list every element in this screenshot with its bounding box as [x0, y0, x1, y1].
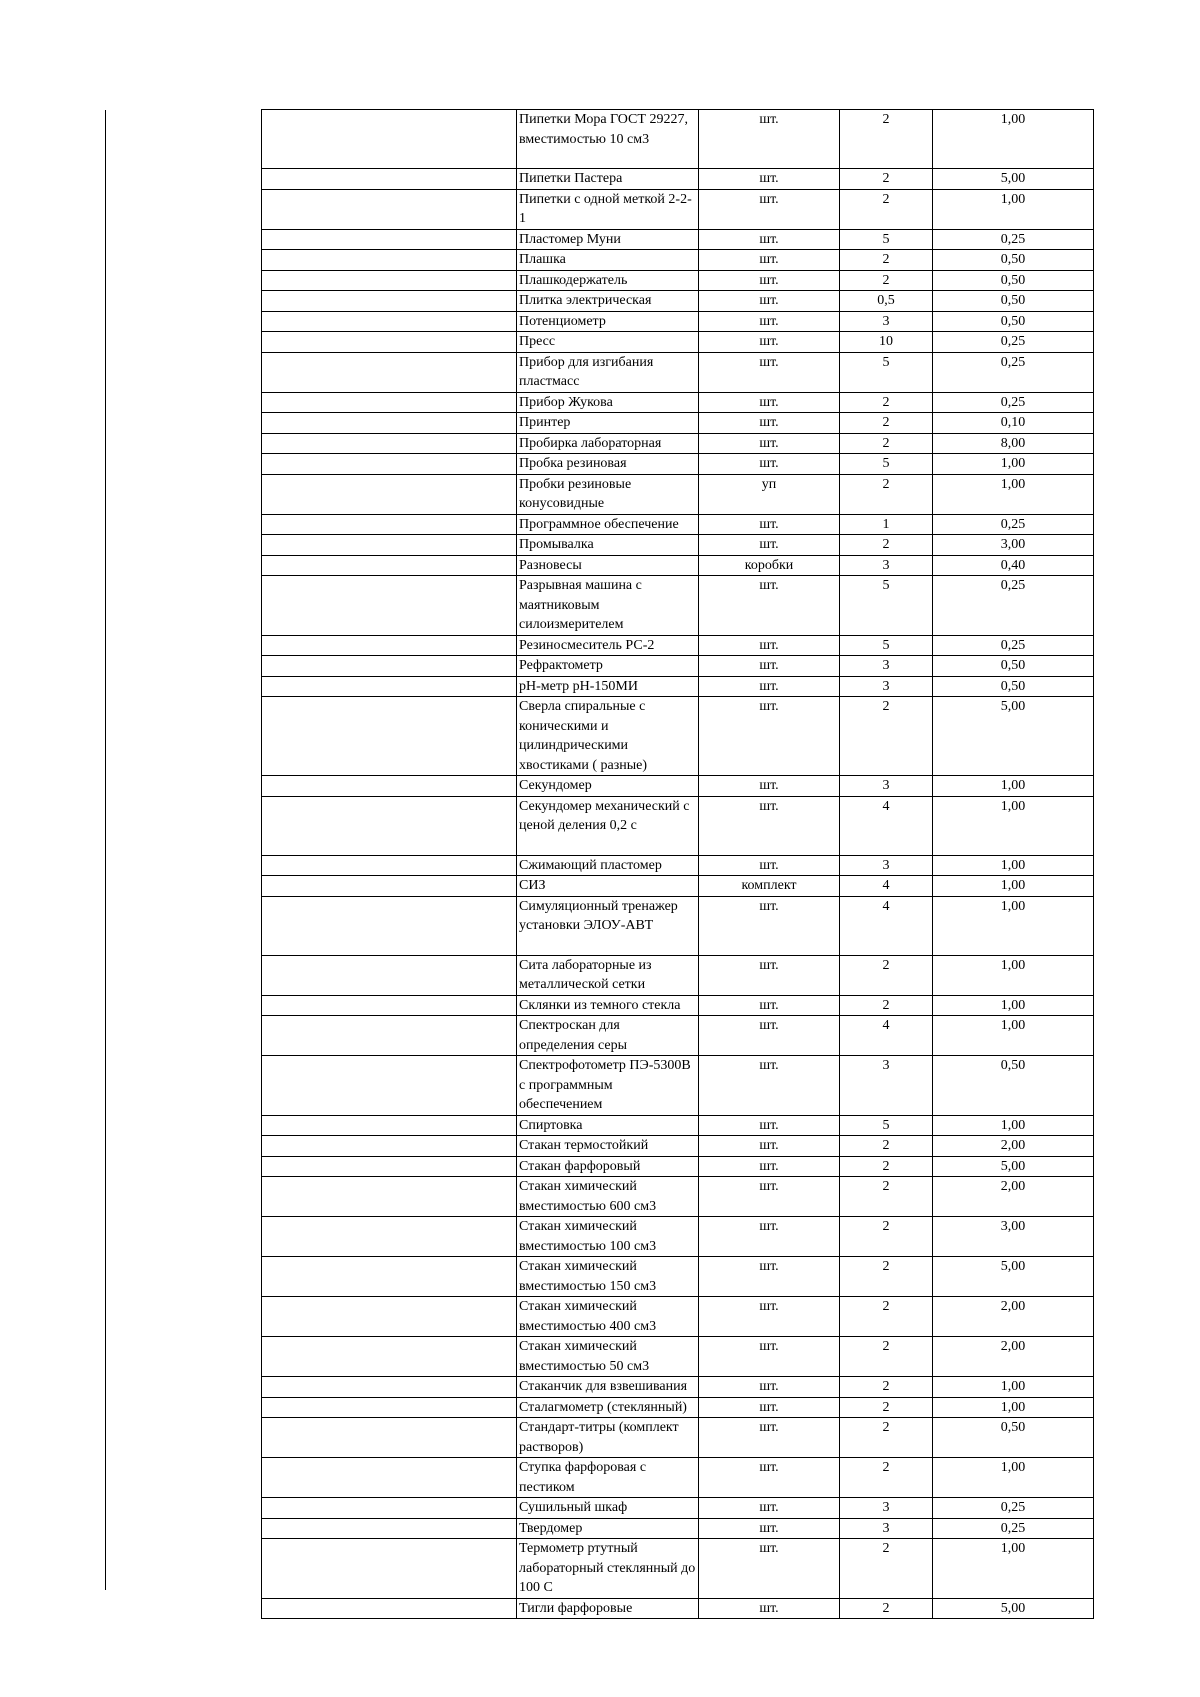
empty-cell: [262, 1498, 517, 1519]
empty-cell: [262, 1016, 517, 1056]
unit-cell: шт.: [699, 1377, 840, 1398]
quantity-cell: 1: [840, 514, 933, 535]
item-name-cell: Программное обеспечение: [517, 514, 699, 535]
empty-cell: [262, 1177, 517, 1217]
quantity-cell: 2: [840, 1458, 933, 1498]
unit-cell: шт.: [699, 697, 840, 776]
unit-cell: шт.: [699, 955, 840, 995]
quantity-cell: 2: [840, 1177, 933, 1217]
coefficient-cell: 0,25: [933, 635, 1094, 656]
empty-cell: [262, 576, 517, 636]
coefficient-cell: 1,00: [933, 1377, 1094, 1398]
empty-cell: [262, 1337, 517, 1377]
item-name-cell: Сверла спиральные с коническими и цилиндрическими хвостиками ( разные): [517, 697, 699, 776]
unit-cell: шт.: [699, 1539, 840, 1599]
table-row: [262, 955, 1094, 995]
table-row: [262, 1418, 1094, 1458]
empty-cell: [262, 955, 517, 995]
table-row: [262, 433, 1094, 454]
coefficient-cell: 0,50: [933, 676, 1094, 697]
coefficient-cell: 1,00: [933, 896, 1094, 955]
unit-cell: шт.: [699, 1257, 840, 1297]
empty-cell: [262, 413, 517, 434]
empty-cell: [262, 1297, 517, 1337]
table-row: [262, 1016, 1094, 1056]
table-row: [262, 576, 1094, 636]
empty-cell: [262, 1418, 517, 1458]
item-name-cell: Симуляционный тренажер установки ЭЛОУ-АВТ: [517, 896, 699, 955]
item-name-cell: Спиртовка: [517, 1115, 699, 1136]
item-name-cell: Плашкодержатель: [517, 270, 699, 291]
item-name-cell: Стакан химический вместимостью 400 см3: [517, 1297, 699, 1337]
table-row: [262, 1397, 1094, 1418]
empty-cell: [262, 555, 517, 576]
coefficient-cell: 0,50: [933, 270, 1094, 291]
table-row: [262, 1056, 1094, 1116]
item-name-cell: Тигли фарфоровые: [517, 1598, 699, 1619]
table-row: [262, 555, 1094, 576]
unit-cell: шт.: [699, 1458, 840, 1498]
item-name-cell: Потенциометр: [517, 311, 699, 332]
unit-cell: шт.: [699, 1418, 840, 1458]
quantity-cell: 2: [840, 1156, 933, 1177]
quantity-cell: 5: [840, 576, 933, 636]
coefficient-cell: 3,00: [933, 535, 1094, 556]
item-name-cell: Секундомер: [517, 776, 699, 797]
item-name-cell: Термометр ртутный лабораторный стеклянный до 100 С: [517, 1539, 699, 1599]
coefficient-cell: 1,00: [933, 796, 1094, 855]
unit-cell: шт.: [699, 270, 840, 291]
quantity-cell: 2: [840, 1217, 933, 1257]
empty-cell: [262, 392, 517, 413]
item-name-cell: рН-метр рН-150МИ: [517, 676, 699, 697]
item-name-cell: Разновесы: [517, 555, 699, 576]
table-row: [262, 1377, 1094, 1398]
empty-cell: [262, 676, 517, 697]
quantity-cell: 2: [840, 535, 933, 556]
coefficient-cell: 0,50: [933, 1056, 1094, 1116]
table-row: [262, 1217, 1094, 1257]
empty-cell: [262, 189, 517, 229]
item-name-cell: Стакан химический вместимостью 600 см3: [517, 1177, 699, 1217]
item-name-cell: Пресс: [517, 332, 699, 353]
table-row: [262, 270, 1094, 291]
item-name-cell: Сталагмометр (стеклянный): [517, 1397, 699, 1418]
unit-cell: шт.: [699, 1156, 840, 1177]
quantity-cell: 5: [840, 229, 933, 250]
quantity-cell: 4: [840, 1016, 933, 1056]
table-row: [262, 169, 1094, 190]
unit-cell: шт.: [699, 169, 840, 190]
unit-cell: уп: [699, 474, 840, 514]
unit-cell: шт.: [699, 291, 840, 312]
unit-cell: шт.: [699, 352, 840, 392]
coefficient-cell: 0,25: [933, 332, 1094, 353]
empty-cell: [262, 635, 517, 656]
coefficient-cell: 1,00: [933, 1115, 1094, 1136]
coefficient-cell: 8,00: [933, 433, 1094, 454]
item-name-cell: Спектроскан для определения серы: [517, 1016, 699, 1056]
item-name-cell: Пластомер Муни: [517, 229, 699, 250]
unit-cell: шт.: [699, 796, 840, 855]
item-name-cell: Ступка фарфоровая с пестиком: [517, 1458, 699, 1498]
unit-cell: шт.: [699, 1397, 840, 1418]
unit-cell: шт.: [699, 1056, 840, 1116]
coefficient-cell: 1,00: [933, 1539, 1094, 1599]
coefficient-cell: 0,50: [933, 291, 1094, 312]
unit-cell: шт.: [699, 1297, 840, 1337]
unit-cell: шт.: [699, 1217, 840, 1257]
empty-cell: [262, 876, 517, 897]
coefficient-cell: 2,00: [933, 1177, 1094, 1217]
table-row: [262, 1156, 1094, 1177]
coefficient-cell: 1,00: [933, 454, 1094, 475]
coefficient-cell: 1,00: [933, 1016, 1094, 1056]
empty-cell: [262, 1598, 517, 1619]
quantity-cell: 3: [840, 311, 933, 332]
coefficient-cell: 1,00: [933, 876, 1094, 897]
coefficient-cell: 0,10: [933, 413, 1094, 434]
quantity-cell: 2: [840, 1297, 933, 1337]
quantity-cell: 3: [840, 1518, 933, 1539]
item-name-cell: Секундомер механический с ценой деления 0,2 с: [517, 796, 699, 855]
item-name-cell: Плитка электрическая: [517, 291, 699, 312]
quantity-cell: 3: [840, 776, 933, 797]
quantity-cell: 2: [840, 189, 933, 229]
quantity-cell: 2: [840, 955, 933, 995]
coefficient-cell: 1,00: [933, 1397, 1094, 1418]
quantity-cell: 2: [840, 250, 933, 271]
quantity-cell: 2: [840, 697, 933, 776]
table-row: [262, 332, 1094, 353]
unit-cell: шт.: [699, 535, 840, 556]
coefficient-cell: 3,00: [933, 1217, 1094, 1257]
quantity-cell: 2: [840, 413, 933, 434]
coefficient-cell: 0,50: [933, 656, 1094, 677]
empty-cell: [262, 1156, 517, 1177]
item-name-cell: СИЗ: [517, 876, 699, 897]
table-row: [262, 110, 1094, 169]
empty-cell: [262, 1257, 517, 1297]
empty-cell: [262, 332, 517, 353]
coefficient-cell: 2,00: [933, 1337, 1094, 1377]
item-name-cell: Рефрактометр: [517, 656, 699, 677]
item-name-cell: Стакан термостойкий: [517, 1136, 699, 1157]
item-name-cell: Склянки из темного стекла: [517, 995, 699, 1016]
unit-cell: комплект: [699, 876, 840, 897]
empty-cell: [262, 656, 517, 677]
empty-cell: [262, 796, 517, 855]
quantity-cell: 2: [840, 433, 933, 454]
empty-cell: [262, 1397, 517, 1418]
quantity-cell: 2: [840, 110, 933, 169]
unit-cell: шт.: [699, 1136, 840, 1157]
table-row: [262, 291, 1094, 312]
empty-cell: [262, 1115, 517, 1136]
item-name-cell: Резиносмеситель РС-2: [517, 635, 699, 656]
table-row: [262, 1257, 1094, 1297]
coefficient-cell: 0,25: [933, 576, 1094, 636]
table-row: [262, 635, 1094, 656]
table-row: [262, 896, 1094, 955]
coefficient-cell: 0,25: [933, 352, 1094, 392]
quantity-cell: 5: [840, 1115, 933, 1136]
table-row: [262, 250, 1094, 271]
coefficient-cell: 1,00: [933, 995, 1094, 1016]
item-name-cell: Сжимающий пластомер: [517, 855, 699, 876]
item-name-cell: Пипетки Пастера: [517, 169, 699, 190]
quantity-cell: 3: [840, 676, 933, 697]
unit-cell: шт.: [699, 776, 840, 797]
item-name-cell: Сушильный шкаф: [517, 1498, 699, 1519]
item-name-cell: Промывалка: [517, 535, 699, 556]
unit-cell: шт.: [699, 311, 840, 332]
empty-cell: [262, 1056, 517, 1116]
empty-cell: [262, 896, 517, 955]
quantity-cell: 4: [840, 896, 933, 955]
empty-cell: [262, 1458, 517, 1498]
empty-cell: [262, 776, 517, 797]
coefficient-cell: 0,40: [933, 555, 1094, 576]
item-name-cell: Пробки резиновые конусовидные: [517, 474, 699, 514]
empty-cell: [262, 311, 517, 332]
unit-cell: шт.: [699, 413, 840, 434]
item-name-cell: Стакан фарфоровый: [517, 1156, 699, 1177]
table-row: [262, 796, 1094, 855]
table-row: [262, 413, 1094, 434]
table-row: [262, 1297, 1094, 1337]
item-name-cell: Спектрофотометр ПЭ-5300В с программным обеспечением: [517, 1056, 699, 1116]
item-name-cell: Пипетки Мора ГОСТ 29227, вместимостью 10 см3: [517, 110, 699, 169]
unit-cell: шт.: [699, 995, 840, 1016]
unit-cell: шт.: [699, 433, 840, 454]
table-row: [262, 352, 1094, 392]
item-name-cell: Пипетки с одной меткой 2-2-1: [517, 189, 699, 229]
quantity-cell: 2: [840, 1377, 933, 1398]
unit-cell: шт.: [699, 332, 840, 353]
item-name-cell: Плашка: [517, 250, 699, 271]
unit-cell: шт.: [699, 1115, 840, 1136]
quantity-cell: 2: [840, 474, 933, 514]
coefficient-cell: 1,00: [933, 474, 1094, 514]
unit-cell: шт.: [699, 855, 840, 876]
empty-cell: [262, 1518, 517, 1539]
table-row: [262, 535, 1094, 556]
coefficient-cell: 5,00: [933, 1598, 1094, 1619]
unit-cell: шт.: [699, 110, 840, 169]
unit-cell: шт.: [699, 1518, 840, 1539]
table-row: [262, 392, 1094, 413]
quantity-cell: 2: [840, 1337, 933, 1377]
item-name-cell: Пробирка лабораторная: [517, 433, 699, 454]
item-name-cell: Стакан химический вместимостью 50 см3: [517, 1337, 699, 1377]
quantity-cell: 5: [840, 635, 933, 656]
coefficient-cell: 0,50: [933, 1418, 1094, 1458]
coefficient-cell: 1,00: [933, 189, 1094, 229]
unit-cell: шт.: [699, 576, 840, 636]
empty-cell: [262, 270, 517, 291]
unit-cell: коробки: [699, 555, 840, 576]
empty-cell: [262, 855, 517, 876]
item-name-cell: Стандарт-титры (комплект растворов): [517, 1418, 699, 1458]
empty-cell: [262, 1217, 517, 1257]
table-row: [262, 454, 1094, 475]
equipment-table-body: [262, 110, 1094, 1619]
table-row: [262, 1518, 1094, 1539]
coefficient-cell: 2,00: [933, 1297, 1094, 1337]
unit-cell: шт.: [699, 1016, 840, 1056]
quantity-cell: 10: [840, 332, 933, 353]
item-name-cell: Стаканчик для взвешивания: [517, 1377, 699, 1398]
quantity-cell: 4: [840, 796, 933, 855]
unit-cell: шт.: [699, 656, 840, 677]
coefficient-cell: 0,25: [933, 1518, 1094, 1539]
empty-cell: [262, 514, 517, 535]
table-row: [262, 855, 1094, 876]
coefficient-cell: 0,25: [933, 392, 1094, 413]
coefficient-cell: 0,25: [933, 514, 1094, 535]
table-row: [262, 311, 1094, 332]
empty-cell: [262, 1136, 517, 1157]
table-row: [262, 1177, 1094, 1217]
unit-cell: шт.: [699, 1337, 840, 1377]
quantity-cell: 5: [840, 352, 933, 392]
empty-cell: [262, 250, 517, 271]
coefficient-cell: 5,00: [933, 1257, 1094, 1297]
empty-cell: [262, 433, 517, 454]
table-row: [262, 876, 1094, 897]
quantity-cell: 2: [840, 392, 933, 413]
quantity-cell: 2: [840, 270, 933, 291]
coefficient-cell: 1,00: [933, 776, 1094, 797]
quantity-cell: 3: [840, 555, 933, 576]
table-row: [262, 514, 1094, 535]
table-row: [262, 1136, 1094, 1157]
table-row: [262, 229, 1094, 250]
table-row: [262, 1337, 1094, 1377]
coefficient-cell: 1,00: [933, 1458, 1094, 1498]
quantity-cell: 2: [840, 1598, 933, 1619]
unit-cell: шт.: [699, 229, 840, 250]
table-row: [262, 1115, 1094, 1136]
table-row: [262, 697, 1094, 776]
quantity-cell: 2: [840, 169, 933, 190]
item-name-cell: Стакан химический вместимостью 100 см3: [517, 1217, 699, 1257]
left-margin-line: [105, 110, 106, 1590]
coefficient-cell: 1,00: [933, 110, 1094, 169]
coefficient-cell: 1,00: [933, 955, 1094, 995]
coefficient-cell: 2,00: [933, 1136, 1094, 1157]
coefficient-cell: 0,50: [933, 311, 1094, 332]
coefficient-cell: 1,00: [933, 855, 1094, 876]
quantity-cell: 2: [840, 1257, 933, 1297]
table-row: [262, 776, 1094, 797]
coefficient-cell: 0,50: [933, 250, 1094, 271]
unit-cell: шт.: [699, 454, 840, 475]
coefficient-cell: 5,00: [933, 697, 1094, 776]
unit-cell: шт.: [699, 1498, 840, 1519]
unit-cell: шт.: [699, 1598, 840, 1619]
item-name-cell: Принтер: [517, 413, 699, 434]
empty-cell: [262, 535, 517, 556]
equipment-table: [261, 109, 1094, 1619]
empty-cell: [262, 474, 517, 514]
quantity-cell: 2: [840, 995, 933, 1016]
quantity-cell: 3: [840, 855, 933, 876]
empty-cell: [262, 229, 517, 250]
unit-cell: шт.: [699, 1177, 840, 1217]
quantity-cell: 2: [840, 1539, 933, 1599]
item-name-cell: Пробка резиновая: [517, 454, 699, 475]
empty-cell: [262, 1377, 517, 1398]
table-row: [262, 474, 1094, 514]
table-row: [262, 1539, 1094, 1599]
unit-cell: шт.: [699, 392, 840, 413]
table-row: [262, 995, 1094, 1016]
quantity-cell: 3: [840, 656, 933, 677]
item-name-cell: Прибор для изгибания пластмасс: [517, 352, 699, 392]
item-name-cell: Разрывная машина с маятниковым силоизмерителем: [517, 576, 699, 636]
table-row: [262, 656, 1094, 677]
quantity-cell: 2: [840, 1418, 933, 1458]
unit-cell: шт.: [699, 896, 840, 955]
item-name-cell: Сита лабораторные из металлической сетки: [517, 955, 699, 995]
empty-cell: [262, 169, 517, 190]
unit-cell: шт.: [699, 189, 840, 229]
quantity-cell: 3: [840, 1056, 933, 1116]
table-row: [262, 1458, 1094, 1498]
item-name-cell: Прибор Жукова: [517, 392, 699, 413]
coefficient-cell: 5,00: [933, 1156, 1094, 1177]
unit-cell: шт.: [699, 514, 840, 535]
empty-cell: [262, 697, 517, 776]
empty-cell: [262, 291, 517, 312]
unit-cell: шт.: [699, 635, 840, 656]
empty-cell: [262, 995, 517, 1016]
quantity-cell: 2: [840, 1136, 933, 1157]
empty-cell: [262, 110, 517, 169]
table-row: [262, 676, 1094, 697]
table-row: [262, 1498, 1094, 1519]
coefficient-cell: 0,25: [933, 229, 1094, 250]
quantity-cell: 0,5: [840, 291, 933, 312]
item-name-cell: Твердомер: [517, 1518, 699, 1539]
table-row: [262, 1598, 1094, 1619]
item-name-cell: Стакан химический вместимостью 150 см3: [517, 1257, 699, 1297]
quantity-cell: 4: [840, 876, 933, 897]
coefficient-cell: 0,25: [933, 1498, 1094, 1519]
empty-cell: [262, 352, 517, 392]
unit-cell: шт.: [699, 676, 840, 697]
quantity-cell: 5: [840, 454, 933, 475]
quantity-cell: 3: [840, 1498, 933, 1519]
unit-cell: шт.: [699, 250, 840, 271]
quantity-cell: 2: [840, 1397, 933, 1418]
empty-cell: [262, 1539, 517, 1599]
coefficient-cell: 5,00: [933, 169, 1094, 190]
table-row: [262, 189, 1094, 229]
empty-cell: [262, 454, 517, 475]
